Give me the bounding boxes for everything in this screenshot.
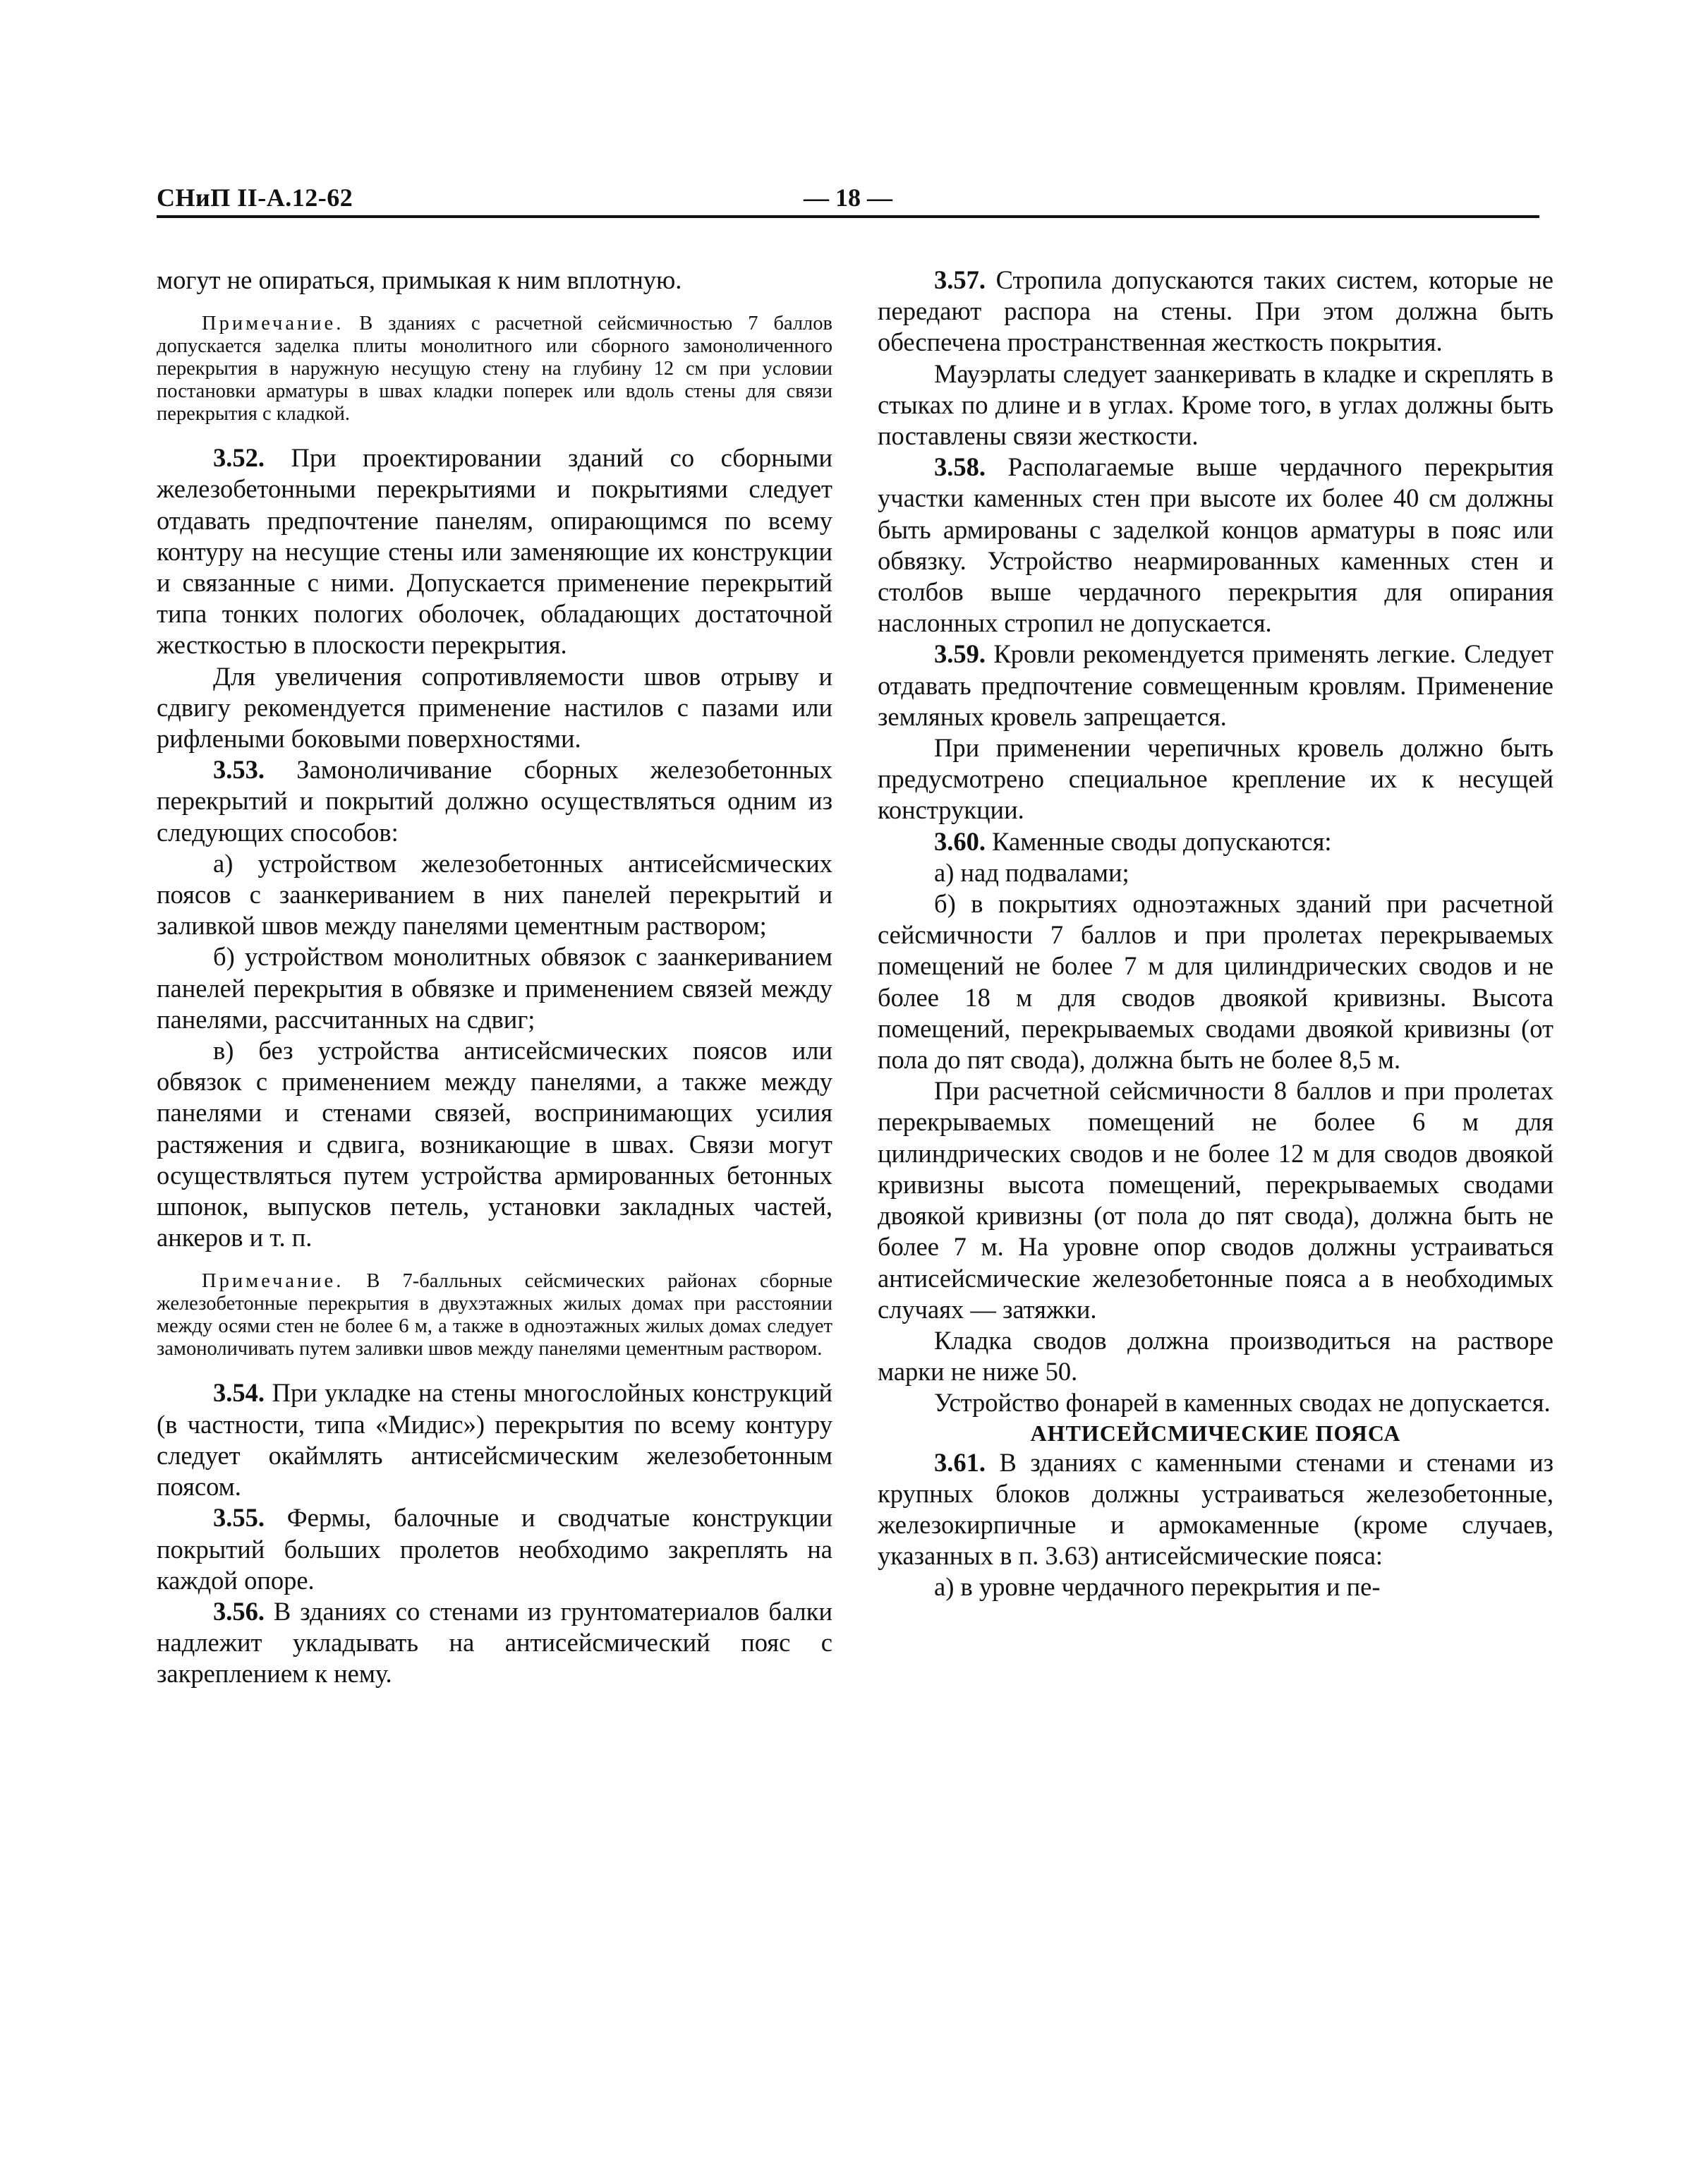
paragraph-3-59b: При применении черепичных кровель должно быть предусмотрено специальное крепление их к несущей конструкции. <box>878 733 1553 825</box>
clause-text: Каменные своды допускаются: <box>986 826 1332 856</box>
clause-number: 3.54. <box>213 1378 265 1408</box>
clause-3-53 <box>157 754 832 848</box>
clause-number: 3.58. <box>934 452 986 482</box>
clause-3-52 <box>157 442 832 660</box>
clause-text: В зданиях со стенами из грунтоматериалов балки надлежит укладывать на антисейсмический пояс с закреплением к нему. <box>157 1596 832 1689</box>
clause-3-58 <box>878 452 1553 639</box>
section-title: АНТИСЕЙСМИЧЕСКИЕ ПОЯСА <box>1030 1420 1401 1446</box>
clause-number: 3.55. <box>213 1503 265 1533</box>
right-column <box>878 265 1553 1603</box>
list-item-a: а) устройством железобетонных антисейсмических поясов с заанкериванием в них панелей перекрытий и заливкой швов между панелями цементным раствором; <box>157 848 832 941</box>
clause-text: В зданиях с каменными стенами и стенами из крупных блоков должны устраиваться железобетонные, железокирпичные и армокаменные (кроме случаев, указанных в п. 3.63) антисейсмические пояса: <box>878 1447 1553 1571</box>
paragraph-3-60e: Устройство фонарей в каменных сводах не допускается. <box>934 1388 1551 1418</box>
page-number: — 18 — <box>804 183 892 212</box>
clause-3-59 <box>878 639 1553 732</box>
clause-number: 3.53. <box>213 755 265 785</box>
paragraph-3-57b: Мауэрлаты следует заанкеривать в кладке и скреплять в стыках по длине и в углах. Кроме того, в углах должны быть поставлены связи жесткости. <box>878 358 1553 451</box>
clause-text: При проектировании зданий со сборными железобетонными перекрытиями и покрытиями следует отдавать предпочтение панелям, опирающимся по всему контуру на несущие стены или заменяющие их конструкции и связанные с ними. Допускается применение перекрытий типа тонких пологих оболочек, обладающих достаточной жесткостью в плоскости перекрытия. <box>157 443 832 660</box>
clause-number: 3.61. <box>934 1447 986 1477</box>
list-item-a: а) над подвалами; <box>934 857 1129 887</box>
clause-3-60 <box>878 826 1553 857</box>
note-2 <box>157 1270 832 1360</box>
document-code: СНиП II-А.12-62 <box>157 183 353 212</box>
clause-text: Располагаемые выше чердачного перекрытия участки каменных стен при высоте их более 40 см должны быть армированы с заделкой концов арматуры в пояс или обвязку. Устройство неармированных каменных стен и столбов выше чердачного перекрытия для опирания наслонных стропил не допускается. <box>878 452 1553 638</box>
clause-text: Стропила допускаются таких систем, которые не передают распора на стены. При этом должна быть обеспечена пространственная жесткость покрытия. <box>878 265 1553 357</box>
paragraph-3-60c: При расчетной сейсмичности 8 баллов и при пролетах перекрываемых помещений не более 6 м для цилиндрических сводов и не более 12 м для сводов двоякой кривизны высота помещений, перекрываемых сводами двоякой кривизны (от пола до пят свода), должна быть не более 7 м. На уровне опор сводов должны устраиваться антисейсмические железобетонные пояса а в необходимых случаях — затяжки. <box>878 1076 1553 1324</box>
clause-text: Замоноличивание сборных железобетонных перекрытий и покрытий должно осуществляться одним из следующих способов: <box>157 755 832 847</box>
clause-number: 3.52. <box>213 443 265 473</box>
clause-3-57 <box>878 265 1553 358</box>
clause-text: Фермы, балочные и сводчатые конструкции покрытий больших пролетов необходимо закреплять на каждой опоре. <box>157 1503 832 1595</box>
left-column <box>157 265 832 1690</box>
list-item-b: б) в покрытиях одноэтажных зданий при расчетной сейсмичности 7 баллов и при пролетах перекрываемых помещений не более 7 м для цилиндрических сводов и не более 18 м для сводов двоякой кривизны. Высота помещений, перекрываемых сводами двоякой кривизны (от пола до пят свода), должна быть не более 8,5 м. <box>878 889 1553 1075</box>
list-item-c: в) без устройства антисейсмических поясов или обвязок с применением между панелями, а также между панелями и стенами связей, воспринимающих усилия растяжения и сдвига, возникающие в швах. Связи могут осуществляться путем устройства армированных бетонных шпонок, выпусков петель, установки закладных частей, анкеров и т. п. <box>157 1036 832 1252</box>
header-rule <box>157 215 1539 218</box>
clause-number: 3.56. <box>213 1596 265 1626</box>
clause-number: 3.59. <box>934 639 986 669</box>
paragraph-3-52b: Для увеличения сопротивляемости швов отрыву и сдвигу рекомендуется применение настилов с пазами или рифлеными боковыми поверхностями. <box>157 661 832 754</box>
list-item-3-61a: а) в уровне чердачного перекрытия и пе- <box>934 1572 1381 1602</box>
list-item-b: б) устройством монолитных обвязок с заанкериванием панелей перекрытия в обвязке и применением связей между панелями, рассчитанных на сдвиг; <box>157 942 832 1034</box>
note-text: В зданиях с расчетной сейсмичностью 7 баллов допускается заделка плиты монолитного или сборного замоноличенного перекрытия в наружную несущую стену на глубину 12 см при условии постановки арматуры в швах кладки поперек или вдоль стены для связи перекрытия с кладкой. <box>157 313 832 425</box>
note-label: Примечание. <box>202 313 344 335</box>
clause-3-54 <box>157 1377 832 1502</box>
clause-3-61 <box>878 1447 1553 1572</box>
note-label: Примечание. <box>202 1270 344 1293</box>
clause-number: 3.60. <box>934 826 986 856</box>
note-1 <box>157 313 832 425</box>
paragraph-continuation: могут не опираться, примыкая к ним вплотную. <box>157 265 682 294</box>
clause-text: При укладке на стены многослойных конструкций (в частности, типа «Мидис») перекрытия по всему контуру следует окаймлять антисейсмическим железобетонным поясом. <box>157 1378 832 1502</box>
clause-number: 3.57. <box>934 265 986 294</box>
clause-3-56 <box>157 1596 832 1690</box>
page-header <box>157 182 1539 219</box>
clause-text: Кровли рекомендуется применять легкие. Следует отдавать предпочтение совмещенным кровлям. Применение земляных кровель запрещается. <box>878 639 1553 731</box>
note-text: В 7-балльных сейсмических районах сборные железобетонные перекрытия в двухэтажных жилых домах при расстоянии между осями стен не более 6 м, а также в одноэтажных жилых домах следует замоноличивать путем заливки швов между панелями цементным раствором. <box>157 1270 832 1360</box>
paragraph-3-60d: Кладка сводов должна производиться на растворе марки не ниже 50. <box>878 1325 1553 1387</box>
clause-3-55 <box>157 1502 832 1596</box>
